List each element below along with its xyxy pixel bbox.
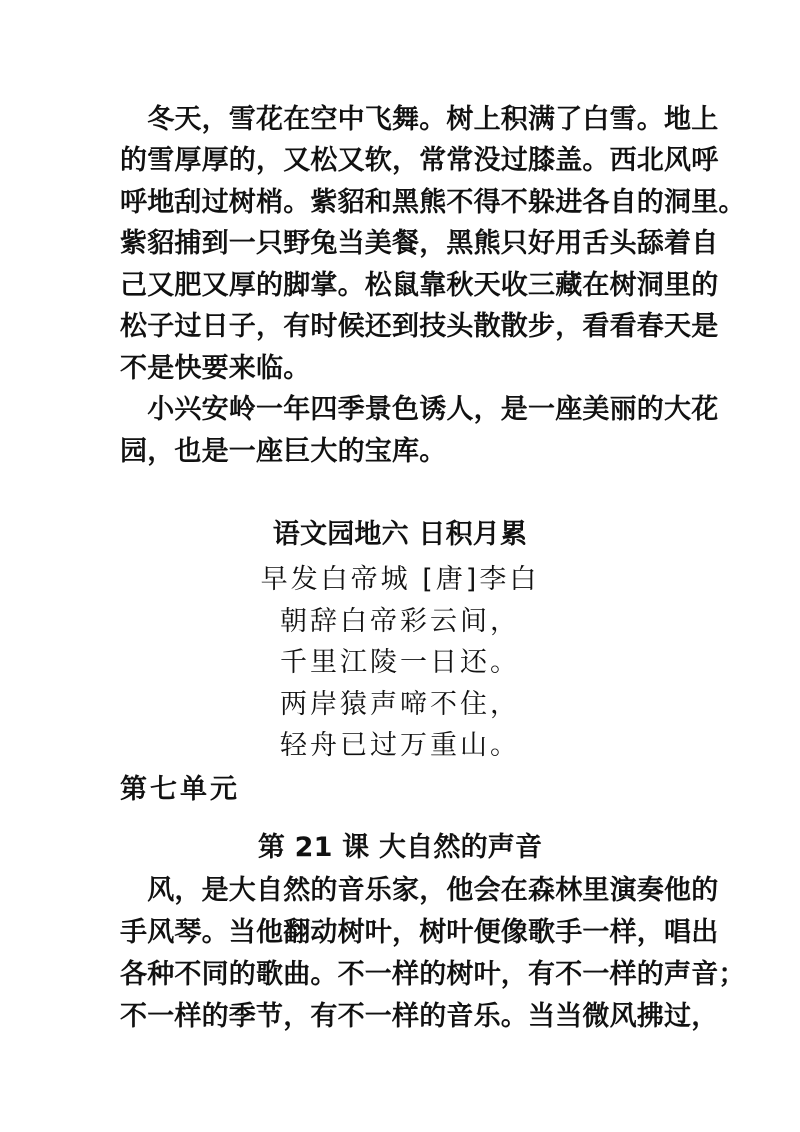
- lesson-heading: 第 21 课 大自然的声音: [257, 832, 543, 863]
- winter-paragraph-line: 己又肥又厚的脚掌。松鼠靠秋天收三藏在树洞里的: [120, 270, 719, 301]
- poem-line: 两岸猿声啼不住，: [280, 689, 520, 720]
- summary-paragraph-line: 小兴安岭一年四季景色诱人，是一座美丽的大花: [120, 394, 719, 425]
- lesson-paragraph-line: 各种不同的歌曲。不一样的树叶，有不一样的声音；: [120, 959, 746, 990]
- poem-title: 早发白帝城 [唐]李白: [260, 564, 540, 595]
- poem-line: 轻舟已过万重山。: [280, 730, 520, 761]
- summary-paragraph-line: 园，也是一座巨大的宝库。: [120, 436, 447, 467]
- poem-line: 千里江陵一日还。: [280, 647, 520, 678]
- winter-paragraph-line: 紫貂捕到一只野兔当美餐，黑熊只好用舌头舔着自: [120, 228, 719, 259]
- winter-paragraph-line: 呼地刮过树梢。紫貂和黑熊不得不躲进各自的洞里。: [120, 187, 746, 218]
- winter-paragraph-line: 冬天，雪花在空中飞舞。树上积满了白雪。地上: [120, 104, 719, 135]
- lesson-paragraph-line: 不一样的季节，有不一样的音乐。当当微风拂过，: [120, 1001, 719, 1032]
- winter-paragraph-line: 不是快要来临。: [120, 353, 311, 384]
- section-heading: 语文园地六 日积月累: [272, 519, 528, 550]
- poem-line: 朝辞白帝彩云间，: [280, 606, 520, 637]
- lesson-paragraph-line: 手风琴。当他翻动树叶，树叶便像歌手一样，唱出: [120, 917, 719, 948]
- winter-paragraph-line: 的雪厚厚的，又松又软，常常没过膝盖。西北风呼: [120, 145, 719, 176]
- unit-heading: 第七单元: [120, 774, 240, 805]
- lesson-paragraph-line: 风，是大自然的音乐家，他会在森林里演奏他的: [120, 875, 719, 906]
- winter-paragraph-line: 松子过日子，有时候还到技头散散步，看看春天是: [120, 311, 719, 342]
